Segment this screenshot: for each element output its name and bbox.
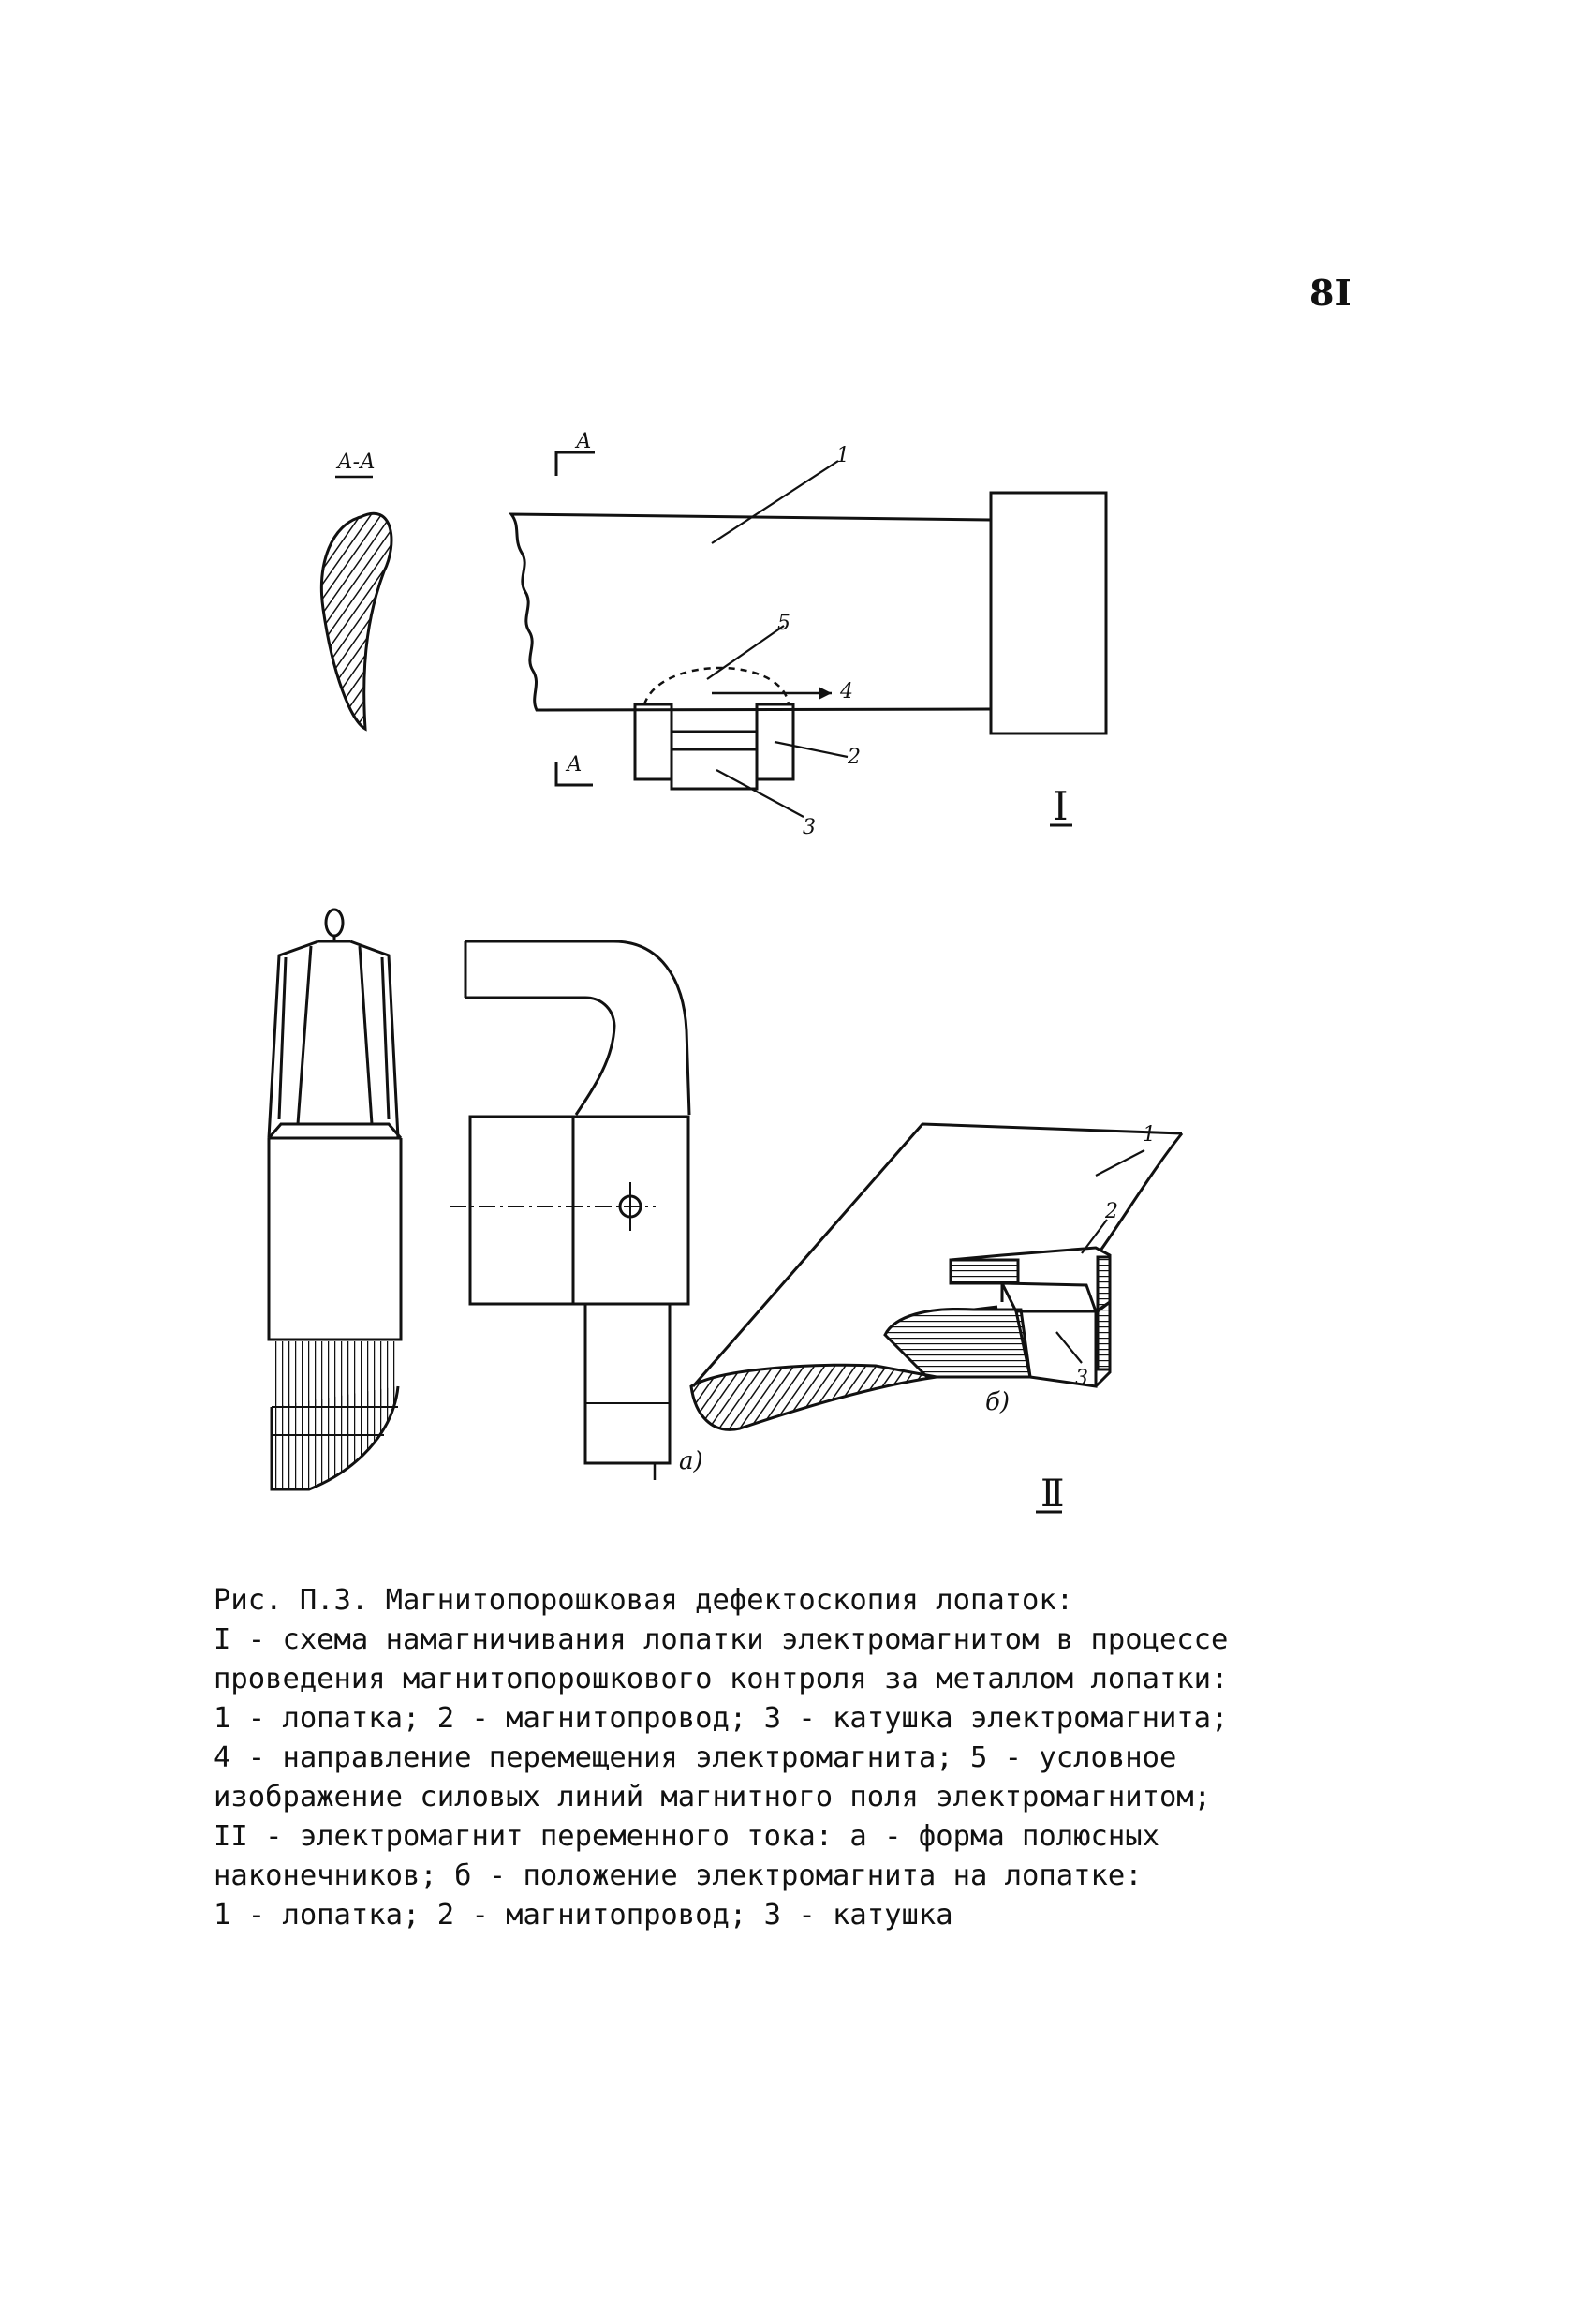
- caption-line: I - схема намагничивания лопатки электромагнитом в процессе: [214, 1623, 1229, 1656]
- caption-line: проведения магнитопорошкового контроля за металлом лопатки:: [214, 1663, 1229, 1695]
- label-3-scheme-I: 3: [803, 816, 816, 839]
- label-1-scheme-I: 1: [836, 444, 849, 467]
- sub-label-b: б): [985, 1388, 1011, 1416]
- caption-line: наконечников; б - положение электромагнита на лопатке:: [214, 1859, 1143, 1892]
- section-a-a: [321, 451, 391, 729]
- section-a-a-label: А-А: [337, 451, 376, 474]
- scheme-I-label: I: [1053, 783, 1069, 829]
- cut-mark-top: А: [576, 430, 592, 453]
- label-5: 5: [777, 612, 790, 635]
- scheme-I: [511, 430, 1106, 839]
- caption-line: изображение силовых линий магнитного поля электромагнитом;: [214, 1781, 1212, 1813]
- caption-line: 4 - направление перемещения электромагнита; 5 - условное: [214, 1741, 1177, 1774]
- label-2-scheme-I: 2: [848, 746, 861, 769]
- caption-line: Рис. П.3. Магнитопорошковая дефектоскопия лопаток:: [214, 1584, 1074, 1617]
- scheme-II-label: II: [1041, 1473, 1059, 1516]
- label-3-scheme-II: 3: [1075, 1367, 1088, 1390]
- pole-piece-front-view: [269, 910, 401, 1489]
- yoke: [672, 732, 757, 749]
- magnet-on-blade: [691, 1123, 1182, 1516]
- sub-label-a: а): [679, 1447, 703, 1475]
- label-2-scheme-II: 2: [1105, 1200, 1118, 1223]
- pole-piece-side-view: [450, 941, 703, 1480]
- blade-root: [991, 493, 1106, 733]
- caption-line: 1 - лопатка; 2 - магнитопровод; 3 - катушка электромагнита;: [214, 1702, 1229, 1735]
- caption-line: II - электромагнит переменного тока: а - форма полюсных: [214, 1820, 1159, 1853]
- blade-body: [511, 514, 991, 710]
- page-number: 8I: [1309, 272, 1353, 314]
- pole-left: [635, 704, 672, 779]
- label-4: 4: [840, 680, 853, 703]
- label-1-scheme-II: 1: [1143, 1123, 1156, 1147]
- airfoil-section-shape: [321, 513, 391, 729]
- coil: [672, 749, 757, 789]
- cut-mark-bottom: А: [567, 753, 583, 777]
- caption-line: 1 - лопатка; 2 - магнитопровод; 3 - катушка: [214, 1899, 953, 1932]
- figure-caption: [214, 1581, 1281, 1935]
